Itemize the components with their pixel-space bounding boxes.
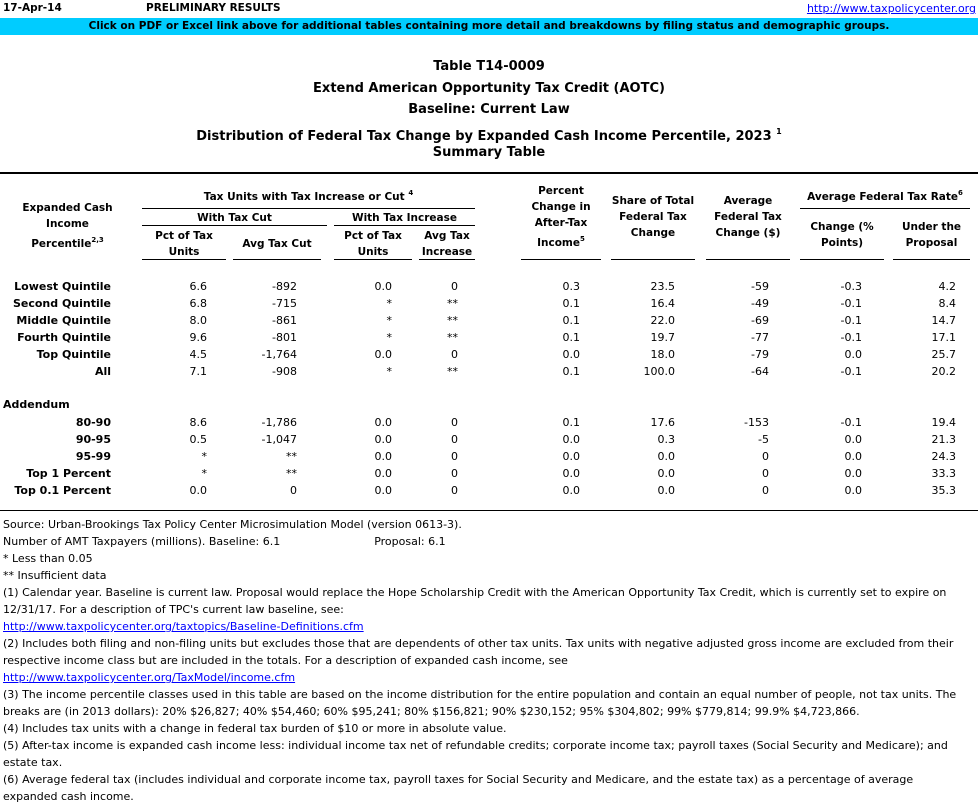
cell-col-2: -801 bbox=[272, 331, 297, 344]
cell-col-5: 0.1 bbox=[562, 416, 580, 429]
cell-col-7: -69 bbox=[751, 314, 769, 327]
cell-col-1: 4.5 bbox=[189, 348, 207, 361]
cell-col-6: 19.7 bbox=[650, 331, 675, 344]
note-3: (3) The income percentile classes used in this table are based on the income distribution for the entire population and contain an equal number of people, not tax units. The breaks are (in 2013 dollars): 20% $26,827; 40% $54,460; 60% $95,241; 80% $156,821; 90% $230,152; 95% $304,802; 99% $779,814; 99.9% $4,723,866. bbox=[3, 688, 957, 718]
cell-col-8: -0.1 bbox=[840, 365, 862, 378]
cell-col-4: 0 bbox=[451, 280, 458, 293]
table-top-rule bbox=[0, 172, 978, 174]
row-label: Second Quintile bbox=[12, 297, 111, 310]
cell-col-4: 0 bbox=[451, 450, 458, 463]
cell-col-1: 0.0 bbox=[189, 484, 207, 497]
table-row bbox=[0, 363, 978, 380]
cell-col-5: 0.0 bbox=[562, 450, 580, 463]
status-label: PRELIMINARY RESULTS bbox=[146, 2, 281, 14]
row-label: 95-99 bbox=[75, 450, 111, 463]
cell-col-9: 24.3 bbox=[931, 450, 956, 463]
cell-col-2: -892 bbox=[272, 280, 297, 293]
table-row bbox=[0, 448, 978, 465]
row-label: Top Quintile bbox=[36, 348, 111, 361]
cell-col-4: ** bbox=[447, 331, 458, 344]
note-2: (2) Includes both filing and non-filing units but excludes those that are dependents of other tax units. Tax units with negative adjusted gross income are excluded from their respective income class but are included in the totals. For a description of expanded cash income, see bbox=[3, 637, 954, 667]
cell-col-4: ** bbox=[447, 314, 458, 327]
cell-col-6: 0.3 bbox=[657, 433, 675, 446]
cell-col-9: 14.7 bbox=[931, 314, 956, 327]
cell-col-6: 0.0 bbox=[657, 484, 675, 497]
note-5: (5) After-tax income is expanded cash income less: individual income tax net of refundable credits; corporate income tax; payroll taxes (Social Security and Medicare); and estate tax. bbox=[3, 739, 948, 769]
cell-col-7: -59 bbox=[751, 280, 769, 293]
table-id: Table T14-0009 bbox=[433, 59, 545, 74]
cell-col-4: ** bbox=[447, 297, 458, 310]
rate-change-header: Change (% Points) bbox=[810, 221, 874, 249]
with-tax-cut-header: With Tax Cut bbox=[197, 212, 272, 224]
cell-col-3: 0.0 bbox=[374, 433, 392, 446]
cell-col-6: 17.6 bbox=[650, 416, 675, 429]
cell-col-1: 8.6 bbox=[189, 416, 207, 429]
cell-col-5: 0.1 bbox=[562, 314, 580, 327]
cell-col-9: 19.4 bbox=[931, 416, 956, 429]
col-rule-7 bbox=[706, 259, 790, 260]
cell-col-6: 0.0 bbox=[657, 467, 675, 480]
cell-col-2: -1,047 bbox=[261, 433, 297, 446]
cell-col-8: 0.0 bbox=[844, 348, 862, 361]
cell-col-5: 0.0 bbox=[562, 484, 580, 497]
row-label: Top 0.1 Percent bbox=[14, 484, 111, 497]
cell-col-8: 0.0 bbox=[844, 450, 862, 463]
table-bottom-rule bbox=[0, 510, 978, 511]
row-header: Expanded Cash Income Percentile$^{2,3}$ bbox=[22, 202, 113, 250]
cell-col-8: 0.0 bbox=[844, 433, 862, 446]
with-tax-increase-header: With Tax Increase bbox=[351, 212, 457, 224]
cell-col-7: 0 bbox=[762, 450, 769, 463]
top-header bbox=[0, 0, 978, 17]
cell-col-7: -5 bbox=[758, 433, 769, 446]
cell-col-5: 0.1 bbox=[562, 297, 580, 310]
cell-col-4: 0 bbox=[451, 433, 458, 446]
cell-col-3: 0.0 bbox=[374, 467, 392, 480]
cell-col-2: -715 bbox=[272, 297, 297, 310]
table-row bbox=[0, 295, 978, 312]
cell-col-8: -0.1 bbox=[840, 416, 862, 429]
cell-col-9: 33.3 bbox=[931, 467, 956, 480]
avg-fed-change-header: Average Federal Tax Change ($) bbox=[714, 195, 782, 239]
cell-col-2: 0 bbox=[290, 484, 297, 497]
cell-col-8: -0.1 bbox=[840, 297, 862, 310]
cell-col-2: ** bbox=[286, 450, 297, 463]
notes bbox=[3, 516, 968, 805]
col-rule-2 bbox=[233, 259, 321, 260]
cell-col-4: 0 bbox=[451, 348, 458, 361]
cell-col-3: * bbox=[386, 314, 392, 327]
cell-col-9: 25.7 bbox=[931, 348, 956, 361]
cell-col-4: 0 bbox=[451, 416, 458, 429]
units-group-header: Tax Units with Tax Increase or Cut $^4$ bbox=[203, 189, 414, 203]
row-label: Fourth Quintile bbox=[17, 331, 111, 344]
cell-col-9: 35.3 bbox=[931, 484, 956, 497]
cell-col-6: 22.0 bbox=[650, 314, 675, 327]
cell-col-1: 8.0 bbox=[189, 314, 207, 327]
cell-col-7: -64 bbox=[751, 365, 769, 378]
table-row bbox=[0, 312, 978, 329]
cell-col-5: 0.0 bbox=[562, 433, 580, 446]
cell-col-9: 17.1 bbox=[931, 331, 956, 344]
income-link[interactable]: http://www.taxpolicycenter.org/TaxModel/income.cfm bbox=[3, 671, 296, 684]
cell-col-1: 0.5 bbox=[189, 433, 207, 446]
cell-col-6: 16.4 bbox=[650, 297, 675, 310]
cell-col-3: 0.0 bbox=[374, 484, 392, 497]
title-line-2: Baseline: Current Law bbox=[408, 102, 570, 117]
cell-col-9: 20.2 bbox=[931, 365, 956, 378]
cell-col-5: 0.1 bbox=[562, 331, 580, 344]
amt-note: Number of AMT Taxpayers (millions). Baseline: 6.1 Proposal: 6.1 bbox=[3, 535, 446, 548]
cell-col-7: -153 bbox=[744, 416, 769, 429]
cell-col-6: 23.5 bbox=[650, 280, 675, 293]
avg-rate-group-header: Average Federal Tax Rate$^6$ bbox=[807, 189, 963, 203]
rate-under-header: Under the Proposal bbox=[901, 221, 962, 249]
cell-col-6: 100.0 bbox=[643, 365, 675, 378]
col-rule-6 bbox=[611, 259, 695, 260]
pct-units-cut-header: Pct of Tax Units bbox=[155, 230, 213, 258]
cell-col-2: -861 bbox=[272, 314, 297, 327]
website-link[interactable]: http://www.taxpolicycenter.org bbox=[806, 2, 976, 15]
cell-col-8: -0.1 bbox=[840, 314, 862, 327]
table-row bbox=[0, 329, 978, 346]
note-4: (4) Includes tax units with a change in federal tax burden of $10 or more in absolute value. bbox=[3, 722, 507, 735]
cell-col-8: 0.0 bbox=[844, 467, 862, 480]
cell-col-8: -0.1 bbox=[840, 331, 862, 344]
col-rule-9 bbox=[893, 259, 970, 260]
table-row bbox=[0, 465, 978, 482]
cell-col-5: 0.0 bbox=[562, 467, 580, 480]
cell-col-3: 0.0 bbox=[374, 280, 392, 293]
cell-col-1: 6.8 bbox=[189, 297, 207, 310]
cell-col-9: 21.3 bbox=[931, 433, 956, 446]
cell-col-6: 18.0 bbox=[650, 348, 675, 361]
cell-col-9: 8.4 bbox=[938, 297, 956, 310]
cell-col-4: 0 bbox=[451, 467, 458, 480]
title-line-3: Distribution of Federal Tax Change by Expanded Cash Income Percentile, 2023 $^1$ bbox=[196, 126, 782, 144]
cell-col-2: -908 bbox=[272, 365, 297, 378]
table-row bbox=[0, 414, 978, 431]
report-date: 17-Apr-14 bbox=[3, 2, 62, 14]
cell-col-1: * bbox=[201, 450, 207, 463]
table-row bbox=[0, 482, 978, 499]
cell-col-5: 0.3 bbox=[562, 280, 580, 293]
cell-col-1: 9.6 bbox=[189, 331, 207, 344]
cell-col-7: -77 bbox=[751, 331, 769, 344]
note-6: (6) Average federal tax (includes individual and corporate income tax, payroll taxes for Social Security and Medicare, and the estate tax) as a percentage of average expanded cash income. bbox=[3, 773, 914, 803]
cell-col-3: 0.0 bbox=[374, 450, 392, 463]
avg-tax-cut-header: Avg Tax Cut bbox=[242, 238, 312, 250]
table-row bbox=[0, 278, 978, 295]
cell-col-3: * bbox=[386, 365, 392, 378]
addendum-label: Addendum bbox=[3, 398, 70, 411]
title-line-4: Summary Table bbox=[432, 145, 546, 160]
row-label: 80-90 bbox=[75, 416, 111, 429]
note-1: (1) Calendar year. Baseline is current law. Proposal would replace the Hope Scholarship Credit with the American Opportunity Tax Credit, which is currently set to expire on 12/31/17. For a description of TPC's current law baseline, see: bbox=[3, 586, 947, 616]
rate-group-rule bbox=[800, 208, 970, 209]
cell-col-4: ** bbox=[447, 365, 458, 378]
cell-col-7: 0 bbox=[762, 467, 769, 480]
cell-col-2: ** bbox=[286, 467, 297, 480]
table-titles bbox=[0, 56, 978, 164]
table-row bbox=[0, 346, 978, 363]
info-banner: Click on PDF or Excel link above for additional tables containing more detail and breakdowns by filing status and demographic groups. bbox=[0, 18, 978, 35]
cell-col-3: 0.0 bbox=[374, 348, 392, 361]
cell-col-2: -1,786 bbox=[261, 416, 297, 429]
row-label: All bbox=[94, 365, 111, 378]
source-note: Source: Urban-Brookings Tax Policy Center Microsimulation Model (version 0613-3). bbox=[3, 518, 462, 531]
share-header: Share of Total Federal Tax Change bbox=[611, 195, 695, 239]
row-label: 90-95 bbox=[75, 433, 111, 446]
title-line-1: Extend American Opportunity Tax Credit (AOTC) bbox=[313, 80, 665, 96]
table-row bbox=[0, 431, 978, 448]
less-than-note: * Less than 0.05 bbox=[3, 552, 93, 565]
cell-col-3: * bbox=[386, 297, 392, 310]
cell-col-2: -1,764 bbox=[261, 348, 297, 361]
cell-col-1: 6.6 bbox=[189, 280, 207, 293]
cell-col-7: -49 bbox=[751, 297, 769, 310]
col-rule-8 bbox=[800, 259, 884, 260]
pct-change-header: Percent Change in After-Tax Income$^5$ bbox=[531, 185, 591, 249]
cell-col-9: 4.2 bbox=[938, 280, 956, 293]
baseline-link[interactable]: http://www.taxpolicycenter.org/taxtopics/Baseline-Definitions.cfm bbox=[3, 620, 364, 633]
cell-col-6: 0.0 bbox=[657, 450, 675, 463]
row-label: Top 1 Percent bbox=[26, 467, 111, 480]
cell-col-5: 0.0 bbox=[562, 348, 580, 361]
cell-col-5: 0.1 bbox=[562, 365, 580, 378]
cell-col-4: 0 bbox=[451, 484, 458, 497]
row-label: Middle Quintile bbox=[16, 314, 111, 327]
cell-col-8: 0.0 bbox=[844, 484, 862, 497]
insufficient-note: ** Insufficient data bbox=[3, 569, 107, 582]
row-label: Lowest Quintile bbox=[14, 280, 111, 293]
cell-col-7: -79 bbox=[751, 348, 769, 361]
cell-col-3: * bbox=[386, 331, 392, 344]
col-rule-5 bbox=[521, 259, 601, 260]
cell-col-7: 0 bbox=[762, 484, 769, 497]
cell-col-1: 7.1 bbox=[189, 365, 207, 378]
pct-units-inc-header: Pct of Tax Units bbox=[344, 230, 402, 258]
cell-col-1: * bbox=[201, 467, 207, 480]
cell-col-3: 0.0 bbox=[374, 416, 392, 429]
avg-tax-inc-header: Avg Tax Increase bbox=[421, 230, 473, 258]
cell-col-8: -0.3 bbox=[840, 280, 862, 293]
units-group-rule bbox=[142, 208, 475, 209]
